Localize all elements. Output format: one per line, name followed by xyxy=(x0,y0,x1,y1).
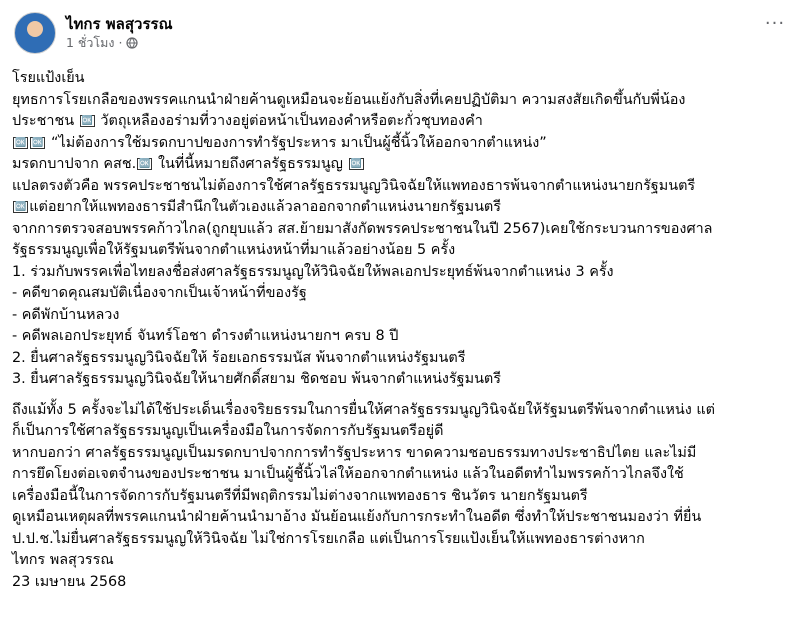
signature-name: ไทกร พลสุวรรณ xyxy=(12,552,114,568)
text-fragment: แต่อยากให้แพทองธารมีสำนึกในตัวเองแล้วลาออกจากตำแหน่งนายกรัฐมนตรี xyxy=(29,199,501,215)
post-header xyxy=(14,8,172,58)
text-fragment: ประชาชน xyxy=(12,113,79,129)
text-line: โรยแป้งเย็น xyxy=(12,70,85,86)
paragraph-gap xyxy=(12,391,797,400)
text-line xyxy=(12,197,797,219)
text-line: เครื่องมือนี้ในการจัดการกับรัฐมนตรีที่มีพฤติกรรมไม่ต่างจากแพทองธาร ชินวัตร นายกรัฐมนตรี xyxy=(12,487,588,504)
avatar-head xyxy=(27,21,43,37)
text-line: รัฐธรรมนูญเพื่อให้รัฐมนตรีพ้นจากตำแหน่งหน้าที่มาแล้วอย่างน้อย 5 ครั้ง xyxy=(12,242,456,258)
ok-emoji-icon: 🆗 xyxy=(139,159,151,169)
text-line xyxy=(12,111,797,133)
avatar[interactable] xyxy=(14,12,56,54)
post-text xyxy=(12,68,797,593)
text-line: - คดีพักบ้านหลวง xyxy=(12,306,120,323)
author-name[interactable]: ไทกร พลสุวรรณ xyxy=(66,15,173,33)
text-line xyxy=(12,154,797,176)
post-subline xyxy=(66,34,172,52)
ok-emoji-icon: 🆗 xyxy=(350,159,362,169)
text-fragment: มรดกบาปจาก คสช. xyxy=(12,156,137,172)
ok-emoji-icon: 🆗 xyxy=(15,137,27,148)
text-line: ดูเหมือนเหตุผลที่พรรคแกนนำฝ่ายค้านนำมาอ้าง มันย้อนแย้งกับการกระทำในอดีต ซึ่งทำให้ประชาชนมองว่า ที่ยื่น xyxy=(12,509,702,525)
text-line: ถึงแม้ทั้ง 5 ครั้งจะไม่ได้ใช้ประเด็นเรื่องจริยธรรมในการยื่นให้ศาลรัฐธรรมนูญวินิจฉัยให้รัฐมนตรีพ้นจากตำแหน่ง แต่ xyxy=(12,401,715,418)
text-line: แปลตรงตัวคือ พรรคประชาชนไม่ต้องการใช้ศาลรัฐธรรมนูญวินิจฉัยให้แพทองธารพ้นจากตำแหน่งนายกรัฐมนตรี xyxy=(12,177,696,194)
signature-date: 23 เมษายน 2568 xyxy=(12,573,127,590)
text-line: - คดีขาดคุณสมบัติเนื่องจากเป็นเจ้าหน้าที่ของรัฐ xyxy=(12,285,307,301)
separator-dot: · xyxy=(118,35,123,50)
ok-emoji-icon: 🆗 xyxy=(81,116,93,126)
ok-emoji-icon: 🆗 xyxy=(32,137,44,148)
text-line: ยุทธการโรยเกลือของพรรคแกนนำฝ่ายค้านดูเหมือนจะย้อนแย้งกับสิ่งที่เคยปฏิบัติมา ความสงสัยเกิดขึ้นกับพี่น้อง xyxy=(12,91,686,108)
text-line: - คดีพลเอกประยุทธ์ จันทร์โอชา ดำรงตำแหน่งนายกฯ ครบ 8 ปี xyxy=(12,328,399,344)
text-line xyxy=(12,133,797,155)
text-line: จากการตรวจสอบพรรคก้าวไกล(ถูกยุบแล้ว สส.ย้ายมาสังกัดพรรคประชาชนในปี 2567)เคยใช้กระบวนการของศาล xyxy=(12,220,713,237)
post-time[interactable]: 1 ชั่วโมง xyxy=(66,35,115,50)
ok-emoji-icon: 🆗 xyxy=(15,202,27,212)
text-line: การยึดโยงต่อเจตจำนงของประชาชน มาเป็นผู้ชี้นิ้วไล่ให้ออกจากตำแหน่ง แล้วในอดีตทำไมพรรคก้าวไกลจึงใช้ xyxy=(12,466,684,482)
globe-icon[interactable] xyxy=(126,37,138,49)
text-line: หากบอกว่า ศาลรัฐธรรมนูญเป็นมรดกบาปจากการทำรัฐประหาร ขาดความชอบธรรมทางประชาธิปไตย และไม่มี xyxy=(12,444,697,461)
text-line: 2. ยื่นศาลรัฐธรรมนูญวินิจฉัยให้ ร้อยเอกธรรมนัส พ้นจากตำแหน่งรัฐมนตรี xyxy=(12,349,466,366)
text-fragment: “ไม่ต้องการใช้มรดกบาปของการทำรัฐประหาร มาเป็นผู้ชี้นิ้วให้ออกจากตำแหน่ง” xyxy=(46,134,547,151)
text-line: ก็เป็นการใช้ศาลรัฐธรรมนูญเป็นเครื่องมือในการจัดการกับรัฐมนตรีอยู่ดี xyxy=(12,423,444,439)
post-meta xyxy=(66,14,172,52)
text-line: 3. ยื่นศาลรัฐธรรมนูญวินิจฉัยให้นายศักดิ์สยาม ชิดชอบ พ้นจากตำแหน่งรัฐมนตรี xyxy=(12,371,502,387)
text-fragment: วัตถุเหลืองอร่ามที่วางอยู่ต่อหน้าเป็นทองคำหรือตะกั่วชุบทองคำ xyxy=(95,113,483,129)
more-options-icon[interactable]: ··· xyxy=(764,12,786,34)
text-fragment: ในที่นี้หมายถึงศาลรัฐธรรมนูญ xyxy=(153,156,348,172)
text-line: ป.ป.ช.ไม่ยื่นศาลรัฐธรรมนูญให้วินิจฉัย ไม่ใช่การโรยเกลือ แต่เป็นการโรยแป้งเย็นให้แพทองธารต่างหาก xyxy=(12,530,645,547)
text-line: 1. ร่วมกับพรรคเพื่อไทยลงชื่อส่งศาลรัฐธรรมนูญให้วินิจฉัยให้พลเอกประยุทธ์พ้นจากตำแหน่ง 3 ครั้ง xyxy=(12,263,614,280)
